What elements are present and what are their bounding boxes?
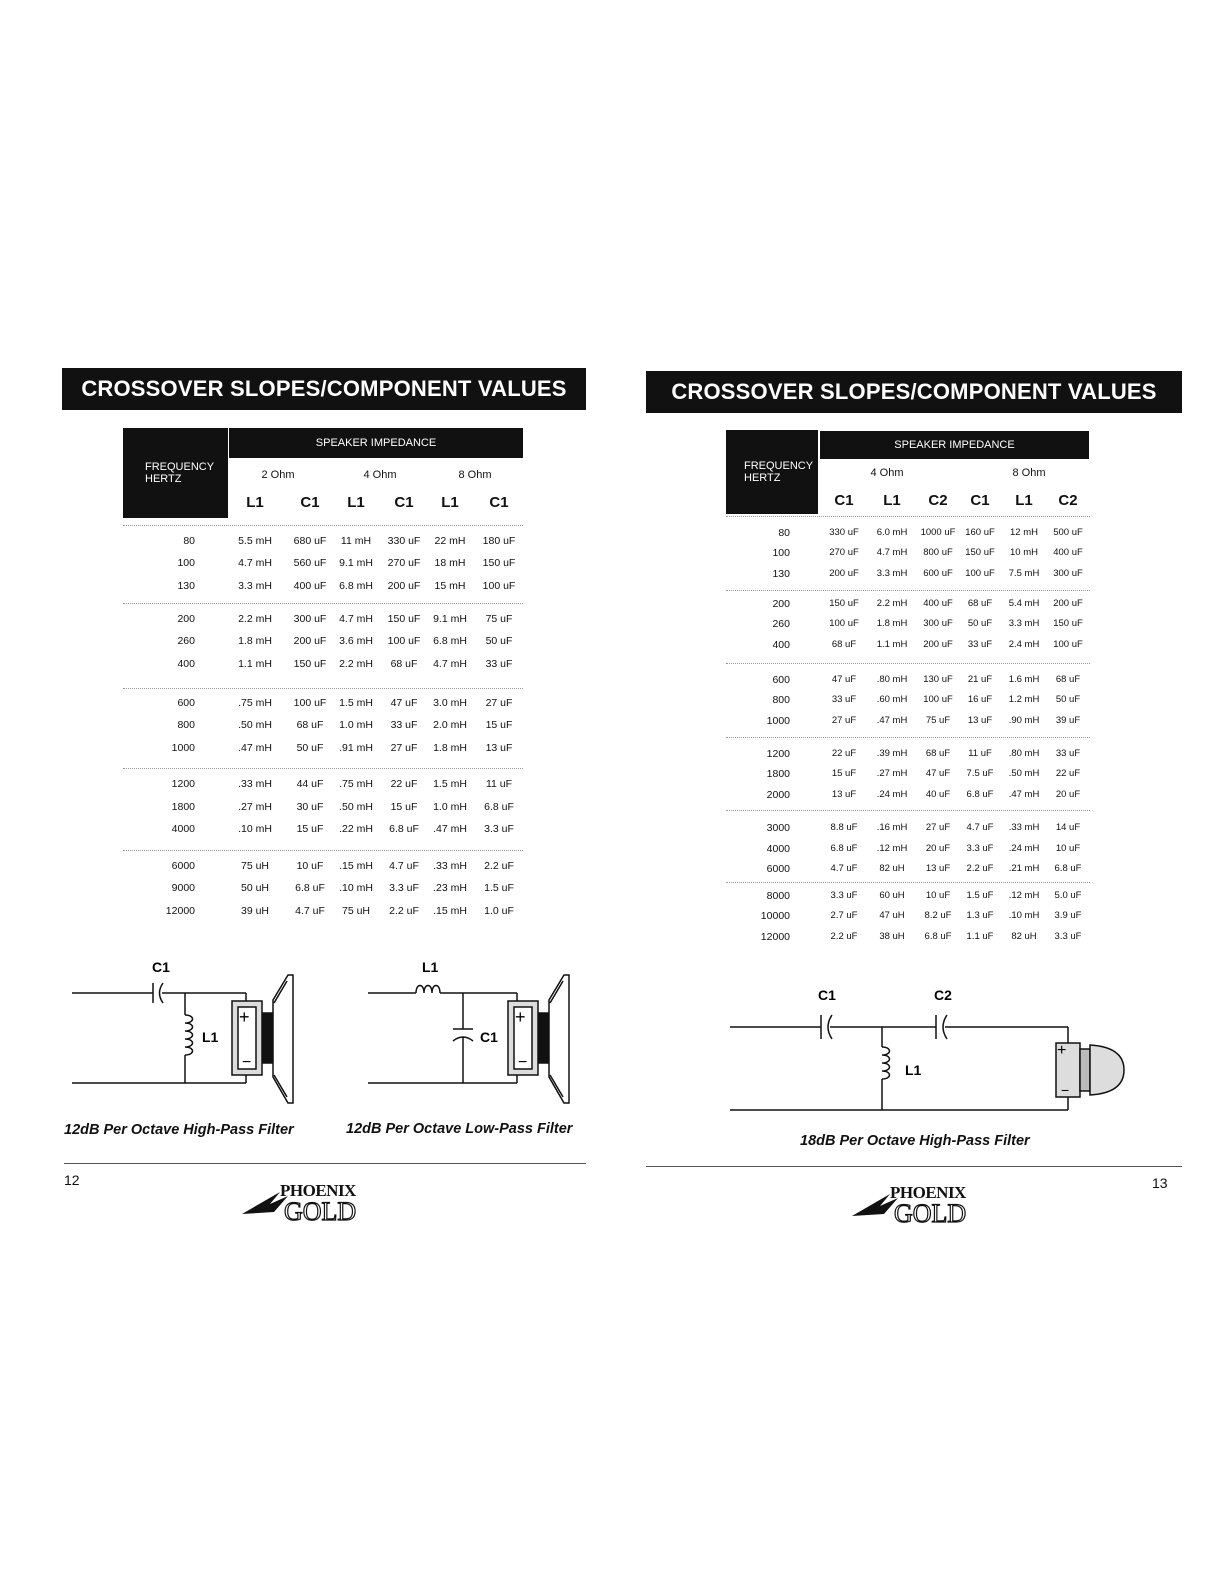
table-cell: .24 mH <box>1008 843 1040 854</box>
table-cell: 10 uF <box>925 890 951 901</box>
table-cell: 50 uF <box>485 635 513 647</box>
table-cell: 5.5 mH <box>238 535 272 547</box>
frequency-value: 1000 <box>766 715 790 727</box>
frequency-value: 200 <box>177 613 195 625</box>
table-cell: 22 mH <box>434 535 466 547</box>
frequency-label: FREQUENCY <box>145 461 215 473</box>
table-cell: 150 uF <box>829 598 859 609</box>
table-cell: .12 mH <box>1008 890 1040 901</box>
table-cell: 68 uF <box>1055 674 1081 685</box>
table-cell: 6.8 uF <box>389 823 419 835</box>
table-cell: 39 uF <box>1055 715 1081 726</box>
frequency-label: FREQUENCY <box>744 460 814 472</box>
table-cell: .15 mH <box>339 860 373 872</box>
column-header-c2: C2 <box>1058 492 1078 509</box>
table-cell: 82 uH <box>879 863 905 874</box>
group-divider <box>726 810 1090 811</box>
table-cell: 16 uF <box>967 694 993 705</box>
table-cell: 13 uF <box>967 715 993 726</box>
footer-rule <box>64 1163 586 1164</box>
frequency-value: 1200 <box>171 778 195 790</box>
impedance-8ohm: 8 Ohm <box>458 469 492 481</box>
table-cell: 10 mH <box>1010 547 1038 558</box>
group-divider <box>726 663 1090 664</box>
column-header-c1: C1 <box>394 494 414 511</box>
table-cell: 27 uF <box>485 697 513 709</box>
table-cell: .16 mH <box>876 822 908 833</box>
table-cell: .33 mH <box>1008 822 1040 833</box>
table-cell: 2.2 uF <box>484 860 514 872</box>
table-cell: 30 uF <box>296 801 324 813</box>
table-cell: 8.8 uF <box>830 822 858 833</box>
table-cell: 33 uF <box>831 694 857 705</box>
table-cell: 800 uF <box>923 547 953 558</box>
table-cell: 6.8 uF <box>924 931 952 942</box>
table-cell: 100 uF <box>482 580 516 592</box>
table-cell: 3.3 uF <box>830 890 858 901</box>
impedance-4ohm: 4 Ohm <box>870 467 904 479</box>
frequency-value: 12000 <box>760 931 790 943</box>
table-cell: 1.5 mH <box>339 697 373 709</box>
table-cell: 100 uF <box>387 635 421 647</box>
table-cell: 75 uF <box>925 715 951 726</box>
table-cell: .21 mH <box>1008 863 1040 874</box>
frequency-value: 80 <box>778 527 790 539</box>
table-cell: 4.7 mH <box>433 658 467 670</box>
c1-label: C1 <box>152 959 170 975</box>
frequency-value: 100 <box>772 547 790 559</box>
table-cell: .15 mH <box>433 905 467 917</box>
c1-label: C1 <box>480 1029 498 1045</box>
table-cell: .33 mH <box>433 860 467 872</box>
table-cell: 18 mH <box>434 557 466 569</box>
table-cell: 40 uF <box>925 789 951 800</box>
table-cell: 5.0 uF <box>1054 890 1082 901</box>
group-divider <box>726 516 1090 517</box>
column-header-c2: C2 <box>928 492 948 509</box>
table-cell: 1.0 mH <box>433 801 467 813</box>
table-cell: 10 uF <box>296 860 324 872</box>
table-cell: 50 uF <box>1055 694 1081 705</box>
frequency-value: 4000 <box>171 823 195 835</box>
table-cell: .80 mH <box>1008 748 1040 759</box>
table-cell: 68 uF <box>831 639 857 650</box>
svg-text:GOLD: GOLD <box>894 1199 967 1228</box>
caption-high-pass-18db: 18dB Per Octave High-Pass Filter <box>800 1133 1030 1149</box>
table-cell: 15 mH <box>434 580 466 592</box>
table-cell: .47 mH <box>433 823 467 835</box>
group-divider <box>726 737 1090 738</box>
table-cell: .33 mH <box>238 778 272 790</box>
table-cell: 8.2 uF <box>924 910 952 921</box>
l1-label: L1 <box>422 959 439 975</box>
frequency-value: 6000 <box>171 860 195 872</box>
table-cell: 33 uF <box>485 658 513 670</box>
frequency-value: 600 <box>177 697 195 709</box>
c2-label: C2 <box>934 987 952 1003</box>
table-cell: .90 mH <box>1008 715 1040 726</box>
table-cell: 27 uF <box>831 715 857 726</box>
footer-rule <box>646 1166 1182 1167</box>
table-cell: 9.1 mH <box>339 557 373 569</box>
table-cell: 300 uF <box>1053 568 1083 579</box>
l1-label: L1 <box>905 1062 922 1078</box>
table-cell: 3.0 mH <box>433 697 467 709</box>
table-cell: 12 mH <box>1010 527 1038 538</box>
table-cell: 14 uF <box>1055 822 1081 833</box>
table-cell: 6.8 mH <box>339 580 373 592</box>
impedance-4ohm: 4 Ohm <box>363 469 397 481</box>
table-cell: 4.7 uF <box>830 863 858 874</box>
minus-icon: − <box>242 1054 252 1071</box>
table-cell: 13 uF <box>925 863 951 874</box>
table-cell: .10 mH <box>339 882 373 894</box>
table-cell: 7.5 mH <box>1008 568 1040 579</box>
table-cell: 22 uF <box>831 748 857 759</box>
table-cell: .47 mH <box>238 742 272 754</box>
column-header-l1: L1 <box>883 492 901 509</box>
l1-label: L1 <box>202 1029 219 1045</box>
table-cell: 500 uF <box>1053 527 1083 538</box>
table-cell: 11 uF <box>968 748 992 759</box>
phoenix-gold-logo <box>240 1174 385 1226</box>
right-page <box>612 0 1224 1584</box>
table-cell: 1.1 uF <box>966 931 994 942</box>
frequency-value: 130 <box>177 580 195 592</box>
frequency-value: 200 <box>772 598 790 610</box>
table-cell: 6.8 uF <box>830 843 858 854</box>
table-cell: 22 uF <box>1055 768 1081 779</box>
frequency-value: 12000 <box>165 905 195 917</box>
table-cell: 150 uF <box>1053 618 1083 629</box>
table-cell: 330 uF <box>387 535 421 547</box>
table-cell: 600 uF <box>923 568 953 579</box>
column-header-c1: C1 <box>489 494 509 511</box>
table-cell: 3.3 uF <box>484 823 514 835</box>
table-cell: 68 uF <box>296 719 324 731</box>
table-cell: 50 uH <box>240 882 270 894</box>
high-pass-18db-circuit-diagram <box>726 985 1126 1125</box>
table-cell: 2.2 mH <box>339 658 373 670</box>
table-cell: 4.7 uF <box>389 860 419 872</box>
table-cell: 3.3 mH <box>1008 618 1040 629</box>
table-cell: 100 uF <box>1053 639 1083 650</box>
table-cell: 33 uF <box>390 719 418 731</box>
table-cell: .50 mH <box>339 801 373 813</box>
table-cell: 15 uF <box>296 823 324 835</box>
column-header-c1: C1 <box>970 492 990 509</box>
table-cell: 180 uF <box>482 535 516 547</box>
table-cell: 20 uF <box>925 843 951 854</box>
table-cell: 680 uF <box>293 535 327 547</box>
page-number: 13 <box>1152 1175 1168 1191</box>
frequency-header <box>726 430 818 514</box>
table-cell: 270 uF <box>829 547 859 558</box>
impedance-8ohm: 8 Ohm <box>1012 467 1046 479</box>
table-cell: 6.0 mH <box>876 527 908 538</box>
table-cell: .24 mH <box>876 789 908 800</box>
table-cell: 1.0 uF <box>484 905 514 917</box>
table-cell: 7.5 uF <box>966 768 994 779</box>
column-header-l1: L1 <box>1015 492 1033 509</box>
frequency-value: 800 <box>177 719 195 731</box>
table-cell: 1.8 mH <box>876 618 908 629</box>
table-cell: 100 uF <box>923 694 953 705</box>
table-cell: .23 mH <box>433 882 467 894</box>
table-cell: 38 uH <box>879 931 905 942</box>
caption-low-pass-12db: 12dB Per Octave Low-Pass Filter <box>346 1121 573 1137</box>
page-number: 12 <box>64 1172 80 1188</box>
frequency-value: 1800 <box>766 768 790 780</box>
table-cell: 15 uF <box>485 719 513 731</box>
frequency-value: 6000 <box>766 863 790 875</box>
table-cell: .60 mH <box>876 694 908 705</box>
svg-text:PHOENIX: PHOENIX <box>890 1183 966 1202</box>
table-cell: 1.3 uF <box>966 910 994 921</box>
table-cell: .75 mH <box>238 697 272 709</box>
table-cell: 1.1 mH <box>876 639 908 650</box>
table-cell: .50 mH <box>238 719 272 731</box>
table-cell: 9.1 mH <box>433 613 467 625</box>
table-cell: 2.2 uF <box>389 905 419 917</box>
table-cell: 400 uF <box>923 598 953 609</box>
table-cell: 4.7 mH <box>339 613 373 625</box>
table-cell: 5.4 mH <box>1008 598 1040 609</box>
table-cell: 2.2 mH <box>238 613 272 625</box>
table-cell: 150 uF <box>293 658 327 670</box>
table-cell: 1000 uF <box>920 527 956 538</box>
group-divider <box>123 768 523 769</box>
table-cell: .10 mH <box>1008 910 1040 921</box>
table-cell: 400 uF <box>1053 547 1083 558</box>
speaker-impedance-header: SPEAKER IMPEDANCE <box>820 431 1089 459</box>
svg-text:GOLD: GOLD <box>284 1197 357 1226</box>
frequency-value: 4000 <box>766 843 790 855</box>
table-cell: 82 uH <box>1011 931 1037 942</box>
table-cell: 47 uH <box>879 910 905 921</box>
plus-icon: + <box>515 1007 526 1027</box>
table-cell: 1.2 mH <box>1008 694 1040 705</box>
column-header-l1: L1 <box>246 494 264 511</box>
speaker-impedance-header: SPEAKER IMPEDANCE <box>229 428 523 458</box>
table-cell: .39 mH <box>876 748 908 759</box>
table-cell: 6.8 uF <box>484 801 514 813</box>
table-cell: .22 mH <box>339 823 373 835</box>
table-cell: 33 uF <box>967 639 993 650</box>
plus-icon: + <box>239 1007 250 1027</box>
table-cell: 21 uF <box>967 674 993 685</box>
frequency-value: 9000 <box>171 882 195 894</box>
table-cell: 27 uF <box>390 742 418 754</box>
frequency-value: 2000 <box>766 789 790 801</box>
table-cell: 1.0 mH <box>339 719 373 731</box>
table-cell: .47 mH <box>876 715 908 726</box>
table-cell: 11 mH <box>340 535 372 547</box>
table-cell: 50 uF <box>967 618 993 629</box>
group-divider <box>123 525 523 526</box>
group-divider <box>726 590 1090 591</box>
table-cell: 33 uF <box>1055 748 1081 759</box>
table-cell: 6.8 uF <box>966 789 994 800</box>
frequency-value: 1800 <box>171 801 195 813</box>
table-cell: 150 uF <box>387 613 421 625</box>
table-cell: 3.3 uF <box>1054 931 1082 942</box>
column-header-l1: L1 <box>347 494 365 511</box>
table-cell: 3.9 uF <box>1054 910 1082 921</box>
frequency-value: 130 <box>772 568 790 580</box>
frequency-value: 10000 <box>760 910 790 922</box>
table-cell: 4.7 uF <box>966 822 994 833</box>
table-cell: 3.3 mH <box>238 580 272 592</box>
table-cell: 100 uF <box>293 697 327 709</box>
table-cell: 75 uH <box>341 905 371 917</box>
c1-label: C1 <box>818 987 836 1003</box>
table-cell: .50 mH <box>1008 768 1040 779</box>
table-cell: 11 uF <box>485 778 513 790</box>
table-cell: 2.2 uF <box>830 931 858 942</box>
table-cell: 3.3 mH <box>876 568 908 579</box>
table-cell: .12 mH <box>876 843 908 854</box>
table-cell: 3.3 uF <box>966 843 994 854</box>
table-cell: .75 mH <box>339 778 373 790</box>
table-cell: .27 mH <box>238 801 272 813</box>
table-cell: 3.3 uF <box>389 882 419 894</box>
table-cell: 68 uF <box>925 748 951 759</box>
table-cell: 1.8 mH <box>238 635 272 647</box>
table-cell: 200 uF <box>1053 598 1083 609</box>
table-cell: 6.8 mH <box>433 635 467 647</box>
table-cell: .80 mH <box>876 674 908 685</box>
column-header-c1: C1 <box>834 492 854 509</box>
frequency-value: 8000 <box>766 890 790 902</box>
table-cell: 1.5 uF <box>484 882 514 894</box>
frequency-value: 100 <box>177 557 195 569</box>
frequency-value: 1000 <box>171 742 195 754</box>
frequency-value: 400 <box>772 639 790 651</box>
page-banner: CROSSOVER SLOPES/COMPONENT VALUES <box>646 371 1182 413</box>
table-cell: 15 uF <box>390 801 418 813</box>
table-cell: 13 uF <box>485 742 513 754</box>
group-divider <box>123 688 523 689</box>
table-cell: 400 uF <box>293 580 327 592</box>
table-cell: 3.6 mH <box>339 635 373 647</box>
table-cell: 47 uF <box>390 697 418 709</box>
minus-icon: − <box>1061 1082 1070 1098</box>
table-cell: 200 uF <box>829 568 859 579</box>
table-cell: 200 uF <box>923 639 953 650</box>
table-cell: 560 uF <box>293 557 327 569</box>
table-cell: 330 uF <box>829 527 859 538</box>
table-cell: .91 mH <box>339 742 373 754</box>
table-cell: 4.7 mH <box>876 547 908 558</box>
frequency-value: 800 <box>772 694 790 706</box>
frequency-value: 3000 <box>766 822 790 834</box>
group-divider <box>726 882 1090 883</box>
column-header-l1: L1 <box>441 494 459 511</box>
frequency-header <box>123 428 228 518</box>
table-cell: 10 uF <box>1055 843 1081 854</box>
table-cell: 75 uH <box>240 860 270 872</box>
table-cell: 2.4 mH <box>1008 639 1040 650</box>
frequency-value: 80 <box>183 535 195 547</box>
table-cell: 300 uF <box>923 618 953 629</box>
table-cell: 68 uF <box>390 658 418 670</box>
table-cell: 1.5 uF <box>966 890 994 901</box>
table-cell: 22 uF <box>390 778 418 790</box>
table-cell: 50 uF <box>296 742 324 754</box>
table-cell: 2.0 mH <box>433 719 467 731</box>
table-cell: .27 mH <box>876 768 908 779</box>
table-cell: 100 uF <box>829 618 859 629</box>
table-cell: 150 uF <box>482 557 516 569</box>
table-cell: 68 uF <box>967 598 993 609</box>
table-cell: 160 uF <box>965 527 995 538</box>
frequency-value: 260 <box>177 635 195 647</box>
frequency-value: 1200 <box>766 748 790 760</box>
low-pass-12db-circuit-diagram <box>362 955 612 1105</box>
table-cell: 4.7 mH <box>238 557 272 569</box>
table-cell: 150 uF <box>965 547 995 558</box>
table-cell: 6.8 uF <box>1054 863 1082 874</box>
table-cell: 15 uF <box>831 768 857 779</box>
impedance-2ohm: 2 Ohm <box>261 469 295 481</box>
table-cell: 130 uF <box>923 674 953 685</box>
table-cell: 1.6 mH <box>1008 674 1040 685</box>
table-cell: 2.2 uF <box>966 863 994 874</box>
table-cell: 300 uF <box>293 613 327 625</box>
table-cell: 2.7 uF <box>830 910 858 921</box>
table-cell: 44 uF <box>296 778 324 790</box>
phoenix-gold-logo <box>850 1176 995 1228</box>
table-cell: 47 uF <box>831 674 857 685</box>
minus-icon: − <box>518 1054 528 1071</box>
plus-icon: + <box>1057 1042 1067 1059</box>
table-cell: 200 uF <box>387 580 421 592</box>
group-divider <box>123 850 523 851</box>
table-cell: .10 mH <box>238 823 272 835</box>
table-cell: .47 mH <box>1008 789 1040 800</box>
frequency-value: 260 <box>772 618 790 630</box>
table-cell: 13 uF <box>831 789 857 800</box>
table-cell: 20 uF <box>1055 789 1081 800</box>
column-header-c1: C1 <box>300 494 320 511</box>
table-cell: 4.7 uF <box>295 905 325 917</box>
table-cell: 270 uF <box>387 557 421 569</box>
table-cell: 1.5 mH <box>433 778 467 790</box>
table-cell: 6.8 uF <box>295 882 325 894</box>
table-cell: 100 uF <box>965 568 995 579</box>
table-cell: 39 uH <box>240 905 270 917</box>
hertz-label: HERTZ <box>744 472 781 484</box>
table-cell: 27 uF <box>925 822 951 833</box>
svg-text:PHOENIX: PHOENIX <box>280 1181 356 1200</box>
table-cell: 2.2 mH <box>876 598 908 609</box>
frequency-value: 400 <box>177 658 195 670</box>
table-cell: 47 uF <box>925 768 951 779</box>
page-banner: CROSSOVER SLOPES/COMPONENT VALUES <box>62 368 586 410</box>
table-cell: 1.1 mH <box>238 658 272 670</box>
high-pass-12db-circuit-diagram <box>66 955 316 1105</box>
caption-high-pass-12db: 12dB Per Octave High-Pass Filter <box>64 1122 294 1138</box>
group-divider <box>123 603 523 604</box>
hertz-label: HERTZ <box>145 473 182 485</box>
table-cell: 200 uF <box>293 635 327 647</box>
table-cell: 1.8 mH <box>433 742 467 754</box>
table-cell: 60 uH <box>879 890 905 901</box>
frequency-value: 600 <box>772 674 790 686</box>
table-cell: 75 uF <box>485 613 513 625</box>
